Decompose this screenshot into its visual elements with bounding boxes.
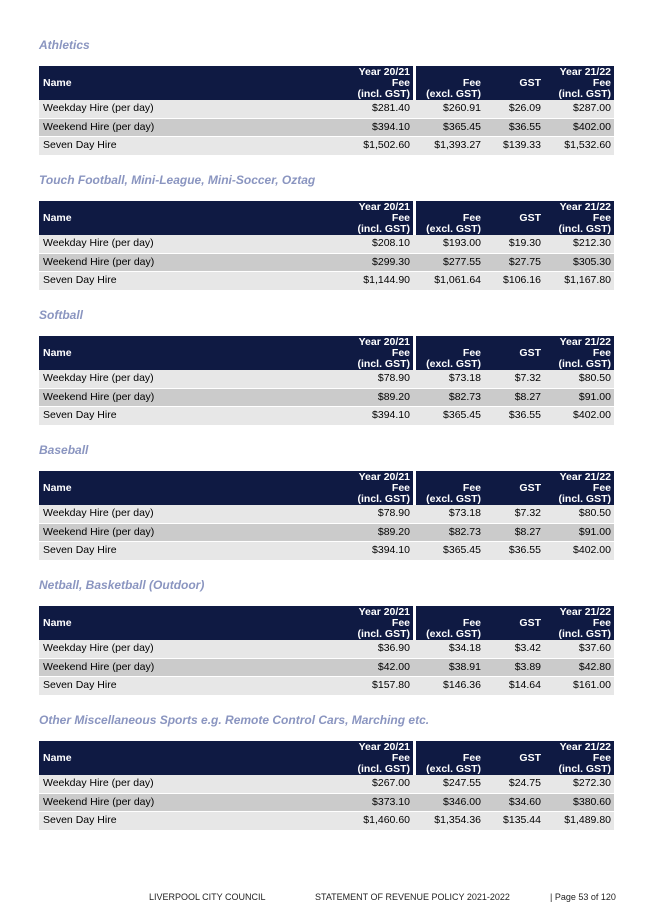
column-header-fee-2122 xyxy=(544,606,614,640)
gst-amount: $7.32 xyxy=(484,370,544,389)
table-header-row xyxy=(39,471,614,505)
column-header-fee-excl xyxy=(413,741,484,775)
fee-2122: $42.80 xyxy=(544,659,614,678)
table-header-row xyxy=(39,606,614,640)
header-fee: Fee xyxy=(462,481,481,494)
column-header-fee-excl xyxy=(413,336,484,370)
row-name: Weekday Hire (per day) xyxy=(39,640,341,659)
header-excl-gst: (excl. GST) xyxy=(426,627,481,640)
header-year: Year 20/21 xyxy=(358,605,410,618)
table-row xyxy=(39,254,614,273)
gst-amount: $27.75 xyxy=(484,254,544,273)
fee-excl-gst: $365.45 xyxy=(413,119,484,138)
column-header-fee-2021 xyxy=(341,336,413,370)
gst-amount: $36.55 xyxy=(484,407,544,426)
gst-amount: $36.55 xyxy=(484,119,544,138)
column-header-gst: GST xyxy=(484,66,544,100)
row-name: Weekend Hire (per day) xyxy=(39,524,341,543)
fee-table xyxy=(39,336,614,426)
fee-excl-gst: $1,393.27 xyxy=(413,137,484,156)
row-name: Weekday Hire (per day) xyxy=(39,775,341,794)
gst-amount: $135.44 xyxy=(484,812,544,831)
header-year: Year 21/22 xyxy=(559,200,611,213)
fee-2122: $91.00 xyxy=(544,389,614,408)
page-footer xyxy=(0,892,653,904)
fee-excl-gst: $146.36 xyxy=(413,677,484,696)
header-incl-gst: (incl. GST) xyxy=(357,627,410,640)
row-name: Weekend Hire (per day) xyxy=(39,389,341,408)
column-header-gst: GST xyxy=(484,741,544,775)
column-header-name: Name xyxy=(39,741,341,775)
header-year: Year 21/22 xyxy=(559,470,611,483)
row-name: Seven Day Hire xyxy=(39,137,341,156)
gst-amount: $8.27 xyxy=(484,389,544,408)
header-fee: Fee xyxy=(462,76,481,89)
header-fee: Fee xyxy=(592,346,611,359)
fee-2122: $1,489.80 xyxy=(544,812,614,831)
table-row xyxy=(39,100,614,119)
table-row xyxy=(39,370,614,389)
fee-excl-gst: $277.55 xyxy=(413,254,484,273)
table-row xyxy=(39,505,614,524)
header-incl-gst: (incl. GST) xyxy=(558,222,611,235)
gst-amount: $3.89 xyxy=(484,659,544,678)
fee-2021: $281.40 xyxy=(341,100,413,119)
header-fee: Fee xyxy=(391,481,410,494)
table-row xyxy=(39,812,614,831)
fee-2122: $402.00 xyxy=(544,119,614,138)
gst-amount: $24.75 xyxy=(484,775,544,794)
section-title: Other Miscellaneous Sports e.g. Remote Control Cars, Marching etc. xyxy=(39,713,430,727)
column-header-fee-excl xyxy=(413,471,484,505)
gst-amount: $106.16 xyxy=(484,272,544,291)
table-row xyxy=(39,235,614,254)
fee-2021: $89.20 xyxy=(341,524,413,543)
fee-section-touch-football xyxy=(39,172,614,291)
column-header-name: Name xyxy=(39,66,341,100)
header-fee: Fee xyxy=(391,211,410,224)
gst-amount: $3.42 xyxy=(484,640,544,659)
gst-amount: $14.64 xyxy=(484,677,544,696)
table-row xyxy=(39,542,614,561)
header-excl-gst: (excl. GST) xyxy=(426,492,481,505)
row-name: Seven Day Hire xyxy=(39,812,341,831)
row-name: Seven Day Hire xyxy=(39,272,341,291)
column-header-fee-2122 xyxy=(544,471,614,505)
fee-2021: $1,144.90 xyxy=(341,272,413,291)
column-header-name: Name xyxy=(39,336,341,370)
row-name: Seven Day Hire xyxy=(39,677,341,696)
column-header-gst: GST xyxy=(484,471,544,505)
gst-amount: $19.30 xyxy=(484,235,544,254)
fee-excl-gst: $247.55 xyxy=(413,775,484,794)
fee-excl-gst: $260.91 xyxy=(413,100,484,119)
fee-section-baseball xyxy=(39,442,614,561)
fee-2021: $157.80 xyxy=(341,677,413,696)
header-year: Year 21/22 xyxy=(559,740,611,753)
header-year: Year 20/21 xyxy=(358,335,410,348)
table-row xyxy=(39,640,614,659)
column-header-fee-excl xyxy=(413,66,484,100)
fee-excl-gst: $1,354.36 xyxy=(413,812,484,831)
header-fee: Fee xyxy=(391,751,410,764)
header-fee: Fee xyxy=(592,481,611,494)
fee-excl-gst: $73.18 xyxy=(413,505,484,524)
fee-2122: $287.00 xyxy=(544,100,614,119)
header-incl-gst: (incl. GST) xyxy=(357,357,410,370)
fee-2021: $1,460.60 xyxy=(341,812,413,831)
column-header-name: Name xyxy=(39,471,341,505)
fee-2021: $267.00 xyxy=(341,775,413,794)
header-fee: Fee xyxy=(462,616,481,629)
column-header-fee-2021 xyxy=(341,471,413,505)
row-name: Weekday Hire (per day) xyxy=(39,100,341,119)
header-year: Year 20/21 xyxy=(358,200,410,213)
row-name: Weekday Hire (per day) xyxy=(39,235,341,254)
section-title: Touch Football, Mini-League, Mini-Soccer, Oztag xyxy=(39,173,316,187)
header-excl-gst: (excl. GST) xyxy=(426,357,481,370)
section-title: Baseball xyxy=(39,443,89,457)
table-header-row xyxy=(39,201,614,235)
row-name: Weekend Hire (per day) xyxy=(39,119,341,138)
header-incl-gst: (incl. GST) xyxy=(357,87,410,100)
fee-excl-gst: $365.45 xyxy=(413,542,484,561)
fee-2122: $1,167.80 xyxy=(544,272,614,291)
column-header-gst: GST xyxy=(484,201,544,235)
fee-excl-gst: $73.18 xyxy=(413,370,484,389)
fee-2021: $1,502.60 xyxy=(341,137,413,156)
table-header-row xyxy=(39,741,614,775)
fee-table xyxy=(39,741,614,831)
fee-2021: $78.90 xyxy=(341,370,413,389)
footer-organisation: LIVERPOOL CITY COUNCIL xyxy=(149,892,266,902)
header-year: Year 21/22 xyxy=(559,335,611,348)
fee-2021: $299.30 xyxy=(341,254,413,273)
header-fee: Fee xyxy=(462,346,481,359)
fee-2021: $78.90 xyxy=(341,505,413,524)
fee-2122: $305.30 xyxy=(544,254,614,273)
row-name: Weekday Hire (per day) xyxy=(39,370,341,389)
footer-page-number: | Page 53 of 120 xyxy=(550,892,616,902)
header-excl-gst: (excl. GST) xyxy=(426,222,481,235)
header-fee: Fee xyxy=(592,76,611,89)
fee-table xyxy=(39,606,614,696)
fee-excl-gst: $1,061.64 xyxy=(413,272,484,291)
header-fee: Fee xyxy=(592,616,611,629)
fee-2021: $394.10 xyxy=(341,119,413,138)
header-incl-gst: (incl. GST) xyxy=(558,357,611,370)
fee-2021: $89.20 xyxy=(341,389,413,408)
fee-2122: $1,532.60 xyxy=(544,137,614,156)
header-incl-gst: (incl. GST) xyxy=(558,762,611,775)
header-year: Year 20/21 xyxy=(358,65,410,78)
fee-2122: $80.50 xyxy=(544,370,614,389)
gst-amount: $8.27 xyxy=(484,524,544,543)
header-fee: Fee xyxy=(391,616,410,629)
table-row xyxy=(39,775,614,794)
fee-2122: $91.00 xyxy=(544,524,614,543)
header-fee: Fee xyxy=(391,76,410,89)
header-year: Year 21/22 xyxy=(559,605,611,618)
gst-amount: $34.60 xyxy=(484,794,544,813)
row-name: Seven Day Hire xyxy=(39,542,341,561)
fee-excl-gst: $34.18 xyxy=(413,640,484,659)
fee-2122: $272.30 xyxy=(544,775,614,794)
header-fee: Fee xyxy=(462,751,481,764)
column-header-gst: GST xyxy=(484,606,544,640)
fee-excl-gst: $193.00 xyxy=(413,235,484,254)
fee-section-softball xyxy=(39,307,614,426)
header-incl-gst: (incl. GST) xyxy=(357,762,410,775)
fee-2021: $394.10 xyxy=(341,542,413,561)
table-row xyxy=(39,794,614,813)
column-header-fee-2122 xyxy=(544,66,614,100)
table-row xyxy=(39,119,614,138)
header-incl-gst: (incl. GST) xyxy=(558,87,611,100)
column-header-fee-excl xyxy=(413,606,484,640)
fee-2122: $402.00 xyxy=(544,407,614,426)
column-header-name: Name xyxy=(39,201,341,235)
header-incl-gst: (incl. GST) xyxy=(558,492,611,505)
column-header-fee-2021 xyxy=(341,606,413,640)
fee-2122: $37.60 xyxy=(544,640,614,659)
column-header-gst: GST xyxy=(484,336,544,370)
section-title: Athletics xyxy=(39,38,90,52)
fee-excl-gst: $38.91 xyxy=(413,659,484,678)
section-title: Netball, Basketball (Outdoor) xyxy=(39,578,205,592)
fee-2122: $161.00 xyxy=(544,677,614,696)
table-row xyxy=(39,524,614,543)
gst-amount: $7.32 xyxy=(484,505,544,524)
table-row xyxy=(39,272,614,291)
fee-2021: $36.90 xyxy=(341,640,413,659)
fee-section-athletics xyxy=(39,37,614,156)
fee-table xyxy=(39,66,614,156)
fee-excl-gst: $346.00 xyxy=(413,794,484,813)
header-year: Year 21/22 xyxy=(559,65,611,78)
table-header-row xyxy=(39,66,614,100)
table-row xyxy=(39,407,614,426)
fee-2021: $394.10 xyxy=(341,407,413,426)
column-header-fee-2021 xyxy=(341,201,413,235)
fee-2021: $42.00 xyxy=(341,659,413,678)
header-incl-gst: (incl. GST) xyxy=(558,627,611,640)
footer-document-title: STATEMENT OF REVENUE POLICY 2021-2022 xyxy=(315,892,510,902)
row-name: Weekend Hire (per day) xyxy=(39,659,341,678)
fee-excl-gst: $82.73 xyxy=(413,389,484,408)
row-name: Seven Day Hire xyxy=(39,407,341,426)
column-header-name: Name xyxy=(39,606,341,640)
gst-amount: $36.55 xyxy=(484,542,544,561)
fee-2122: $380.60 xyxy=(544,794,614,813)
header-fee: Fee xyxy=(592,751,611,764)
header-incl-gst: (incl. GST) xyxy=(357,222,410,235)
row-name: Weekend Hire (per day) xyxy=(39,794,341,813)
header-fee: Fee xyxy=(391,346,410,359)
fee-2122: $212.30 xyxy=(544,235,614,254)
fee-table xyxy=(39,471,614,561)
column-header-fee-2122 xyxy=(544,336,614,370)
header-year: Year 20/21 xyxy=(358,740,410,753)
table-row xyxy=(39,137,614,156)
header-year: Year 20/21 xyxy=(358,470,410,483)
fee-2021: $373.10 xyxy=(341,794,413,813)
row-name: Weekday Hire (per day) xyxy=(39,505,341,524)
table-row xyxy=(39,677,614,696)
fee-excl-gst: $365.45 xyxy=(413,407,484,426)
table-row xyxy=(39,389,614,408)
gst-amount: $139.33 xyxy=(484,137,544,156)
column-header-fee-2122 xyxy=(544,741,614,775)
header-incl-gst: (incl. GST) xyxy=(357,492,410,505)
fee-section-other-misc-sports xyxy=(39,712,614,831)
header-fee: Fee xyxy=(592,211,611,224)
table-row xyxy=(39,659,614,678)
row-name: Weekend Hire (per day) xyxy=(39,254,341,273)
column-header-fee-2021 xyxy=(341,66,413,100)
column-header-fee-excl xyxy=(413,201,484,235)
gst-amount: $26.09 xyxy=(484,100,544,119)
header-excl-gst: (excl. GST) xyxy=(426,762,481,775)
fee-table xyxy=(39,201,614,291)
fee-2021: $208.10 xyxy=(341,235,413,254)
table-header-row xyxy=(39,336,614,370)
fee-excl-gst: $82.73 xyxy=(413,524,484,543)
section-title: Softball xyxy=(39,308,83,322)
column-header-fee-2122 xyxy=(544,201,614,235)
fee-2122: $402.00 xyxy=(544,542,614,561)
column-header-fee-2021 xyxy=(341,741,413,775)
fee-section-netball-basketball xyxy=(39,577,614,696)
header-excl-gst: (excl. GST) xyxy=(426,87,481,100)
fee-2122: $80.50 xyxy=(544,505,614,524)
header-fee: Fee xyxy=(462,211,481,224)
